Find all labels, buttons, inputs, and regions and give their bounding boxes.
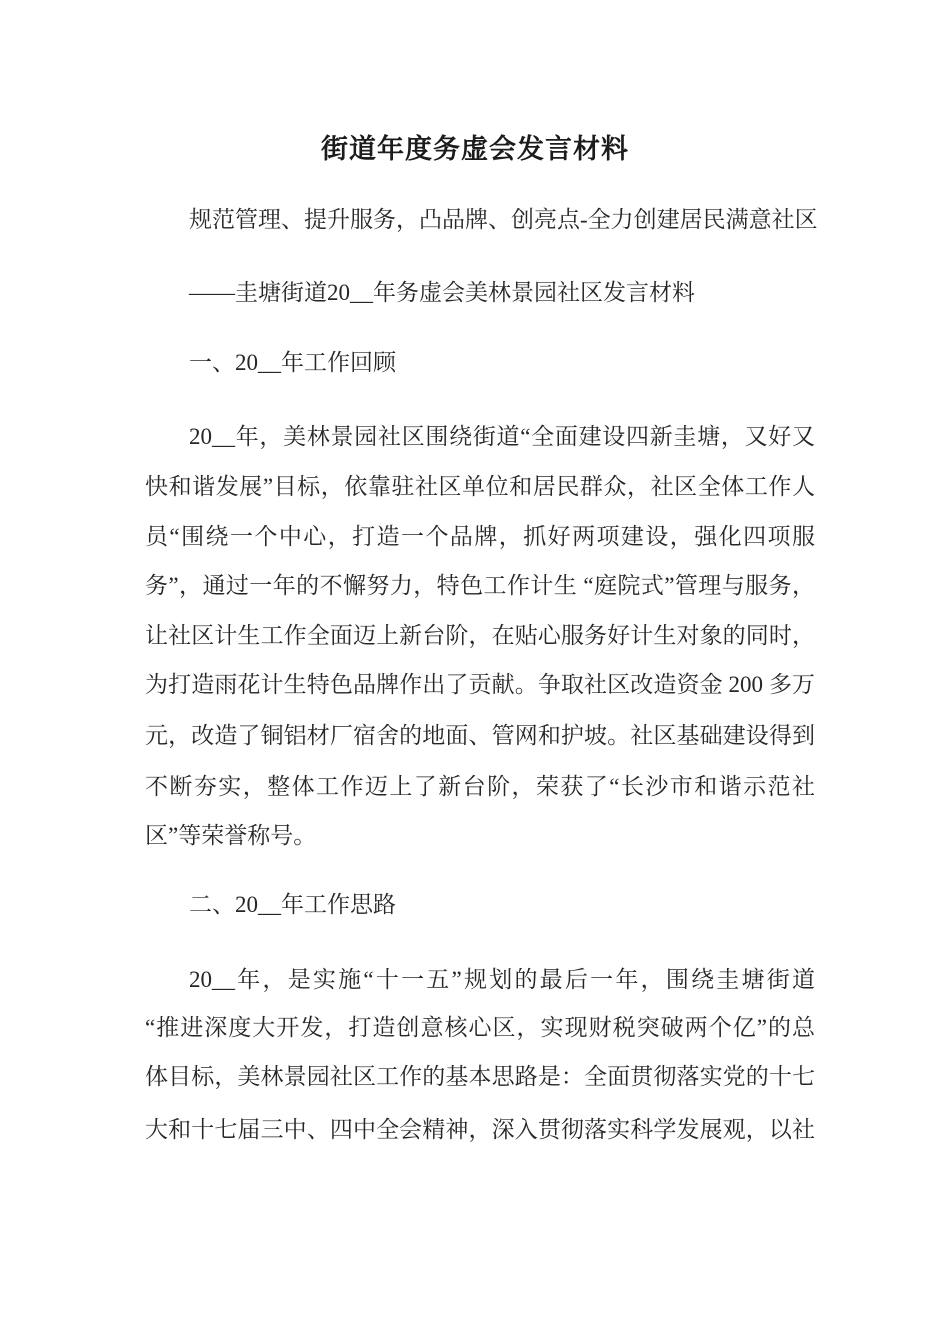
paragraph-line: 让社区计生工作全面迈上新台阶，在贴心服务好计生对象的同时， <box>145 623 815 648</box>
paragraph-line: 元，改造了铜铝材厂宿舍的地面、管网和护坡。社区基础建设得到 <box>145 723 815 748</box>
paragraph-line: 不断夯实，整体工作迈上了新台阶，荣获了“长沙市和谐示范社 <box>145 774 815 799</box>
paragraph-line: “推进深度大开发，打造创意核心区，实现财税突破两个亿”的总 <box>145 1015 815 1040</box>
section-heading-2: 二、20__年工作思路 <box>189 892 396 917</box>
document-subtitle: 规范管理、提升服务，凸品牌、创亮点-全力创建居民满意社区 <box>189 207 818 232</box>
paragraph-line: 快和谐发展”目标，依靠驻社区单位和居民群众，社区全体工作人 <box>145 474 815 499</box>
paragraph-line: 20__年，美林景园社区围绕街道“全面建设四新圭塘，又好又 <box>189 424 815 449</box>
paragraph-line: 体目标，美林景园社区工作的基本思路是：全面贯彻落实党的十七 <box>145 1064 815 1089</box>
paragraph-line: 务”，通过一年的不懈努力，特色工作计生 “庭院式”管理与服务， <box>145 573 815 598</box>
paragraph-line: 区”等荣誉称号。 <box>145 823 317 848</box>
paragraph-line: 大和十七届三中、四中全会精神，深入贯彻落实科学发展观，以社 <box>145 1117 815 1142</box>
paragraph-line: 为打造雨花计生特色品牌作出了贡献。争取社区改造资金 200 多万 <box>145 672 815 697</box>
paragraph-line: 员“围绕一个中心，打造一个品牌，抓好两项建设，强化四项服 <box>145 524 815 549</box>
section-heading-1: 一、20__年工作回顾 <box>189 350 396 375</box>
paragraph-line: 20__年，是实施“十一五”规划的最后一年，围绕圭塘街道 <box>189 967 815 992</box>
document-title: 街道年度务虚会发言材料 <box>321 134 629 164</box>
document-subtitle-attribution: ——圭塘街道20__年务虚会美林景园社区发言材料 <box>189 280 695 305</box>
